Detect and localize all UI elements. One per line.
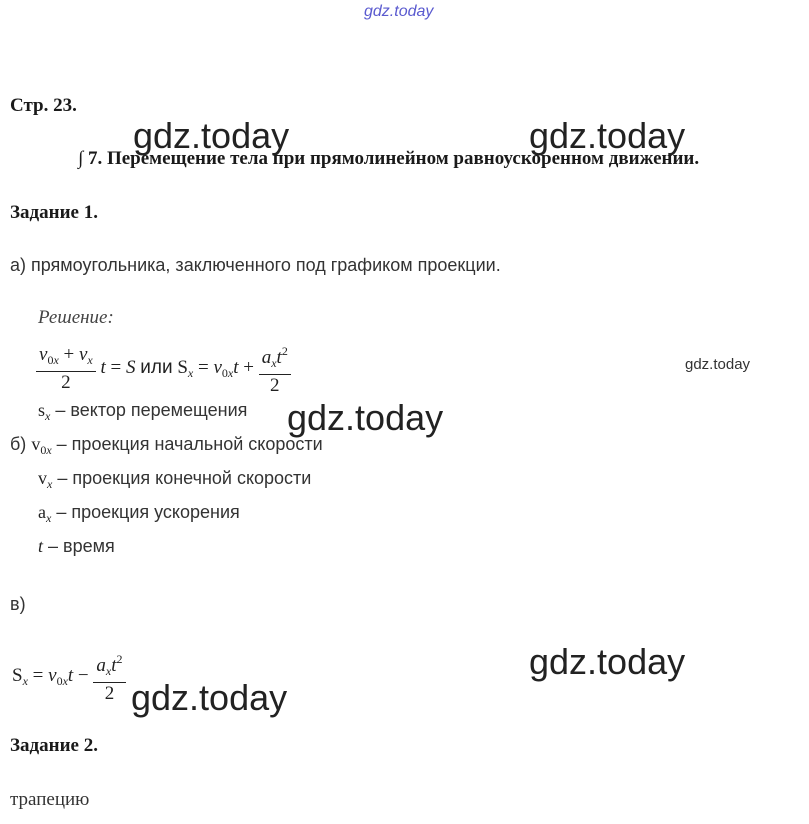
def-v0: б) $v_{0x}$ – проекция начальной скорости	[10, 434, 323, 457]
watermark-4: gdz.today	[529, 641, 686, 682]
def-s-text: – вектор перемещения	[55, 400, 248, 420]
task2-answer: трапецию	[10, 789, 90, 810]
formula-1-fraction: $\frac{v_{0x} + v_x}{2}$	[36, 344, 96, 394]
watermark-3: gdz.today	[287, 397, 444, 438]
watermark-top: gdz.today	[364, 3, 434, 20]
formula-1: $\frac{v_{0x} + v_x}{2}$ t = S или $S_x = v_{0x}t$ + $\frac{a_xt^2}{2}$	[36, 340, 291, 397]
page-ref: Стр. 23.	[10, 95, 77, 116]
solution-label-text: Решение	[38, 307, 108, 328]
formula-1-fraction-2: $\frac{a_xt^2}{2}$	[259, 340, 291, 397]
task2-heading: Задание 2.	[10, 735, 98, 756]
def-t: t – время	[38, 536, 115, 556]
solution-colon: :	[107, 307, 114, 328]
def-s: $s_x$ – вектор перемещения	[38, 400, 248, 423]
formula-or: или	[140, 356, 173, 378]
watermark-small: gdz.today	[685, 356, 751, 373]
watermark-5: gdz.today	[131, 677, 288, 718]
task1-answer-a: а) прямоугольника, заключенного под графиком проекции.	[10, 255, 501, 275]
def-a: $a_x$ – проекция ускорения	[38, 502, 240, 525]
def-v0-text: – проекция начальной скорости	[56, 434, 323, 454]
watermark-1: gdz.today	[133, 115, 290, 156]
section-title: ∫ 7. Перемещение тела при прямолинейном равноускоренном движении.	[78, 148, 700, 169]
marker-c: в)	[10, 594, 26, 614]
task1-heading: Задание 1.	[10, 202, 98, 223]
def-v: $v_x$ – проекция конечной скорости	[38, 468, 312, 491]
solution-label	[38, 307, 114, 329]
def-a-text: – проекция ускорения	[56, 502, 240, 522]
marker-b: б)	[10, 434, 27, 454]
watermark-2: gdz.today	[529, 115, 686, 156]
formula-2-fraction: $\frac{a_xt^2}{2}$	[93, 648, 125, 705]
formula-2: $S_x = v_{0x}t$ − $\frac{a_xt^2}{2}$	[12, 648, 126, 705]
def-t-text: – время	[48, 536, 115, 556]
def-v-text: – проекция конечной скорости	[57, 468, 312, 488]
